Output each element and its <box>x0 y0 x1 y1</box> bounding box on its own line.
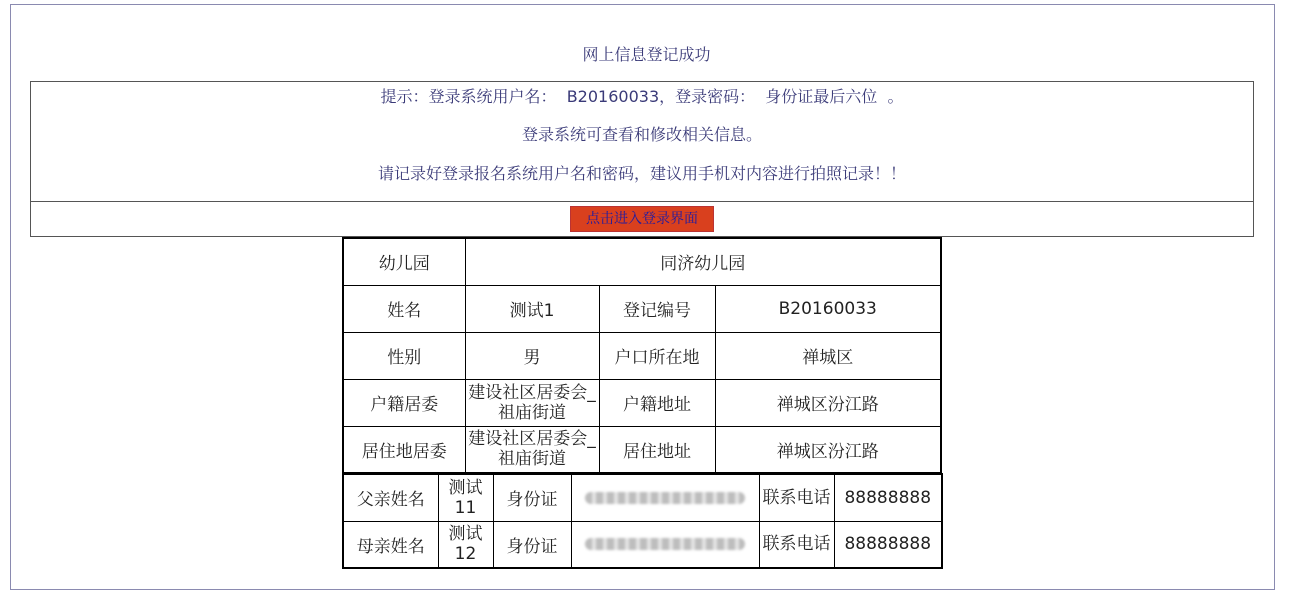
notice-text-area <box>31 82 1253 202</box>
redacted-id <box>585 538 745 550</box>
notice-line-credentials: 提示：登录系统用户名： B20160033，登录密码： 身份证最后六位 。 <box>380 87 904 106</box>
mother-phone-label: 联系电话 <box>759 521 834 568</box>
mother-id-label: 身份证 <box>493 521 571 568</box>
residence-address-value: 禅城区汾江路 <box>715 426 941 473</box>
notice-box <box>30 81 1254 237</box>
gender-label: 性别 <box>343 332 465 379</box>
parents-table <box>342 473 943 569</box>
table-row <box>343 426 941 473</box>
residence-committee-label: 居住地居委 <box>343 426 465 473</box>
name-value: 测试1 <box>465 285 599 332</box>
table-row <box>343 332 941 379</box>
father-label: 父亲姓名 <box>343 474 438 521</box>
table-row <box>343 379 941 426</box>
hukou-address-value: 禅城区汾江路 <box>715 379 941 426</box>
mother-name: 测试12 <box>438 521 493 568</box>
hukou-place-label: 户口所在地 <box>599 332 715 379</box>
reg-no-value: B20160033 <box>715 285 941 332</box>
notice-line-reminder: 请记录好登录报名系统用户名和密码，建议用手机对内容进行拍照记录！！ <box>377 164 906 183</box>
redacted-id <box>585 492 745 504</box>
login-button[interactable]: 点击进入登录界面 <box>570 206 714 232</box>
hukou-place-value: 禅城区 <box>715 332 941 379</box>
kindergarten-label: 幼儿园 <box>343 238 465 285</box>
father-id-label: 身份证 <box>493 474 571 521</box>
reg-no-label: 登记编号 <box>599 285 715 332</box>
mother-phone-value: 88888888 <box>834 521 942 568</box>
hukou-committee-label: 户籍居委 <box>343 379 465 426</box>
hukou-committee-value: 建设社区居委会_祖庙街道 <box>465 379 599 426</box>
gender-value: 男 <box>465 332 599 379</box>
father-phone-label: 联系电话 <box>759 474 834 521</box>
father-phone-value: 88888888 <box>834 474 942 521</box>
table-row <box>343 521 942 568</box>
notice-line-info: 登录系统可查看和修改相关信息。 <box>521 125 762 144</box>
mother-label: 母亲姓名 <box>343 521 438 568</box>
info-table <box>342 237 942 474</box>
mother-id-value <box>571 521 759 568</box>
father-name: 测试11 <box>438 474 493 521</box>
table-row <box>343 474 942 521</box>
table-row <box>343 285 941 332</box>
table-row <box>343 238 941 285</box>
kindergarten-value: 同济幼儿园 <box>465 238 941 285</box>
residence-address-label: 居住地址 <box>599 426 715 473</box>
father-id-value <box>571 474 759 521</box>
hukou-address-label: 户籍地址 <box>599 379 715 426</box>
page-title: 网上信息登记成功 <box>582 45 711 64</box>
residence-committee-value: 建设社区居委会_祖庙街道 <box>465 426 599 473</box>
name-label: 姓名 <box>343 285 465 332</box>
